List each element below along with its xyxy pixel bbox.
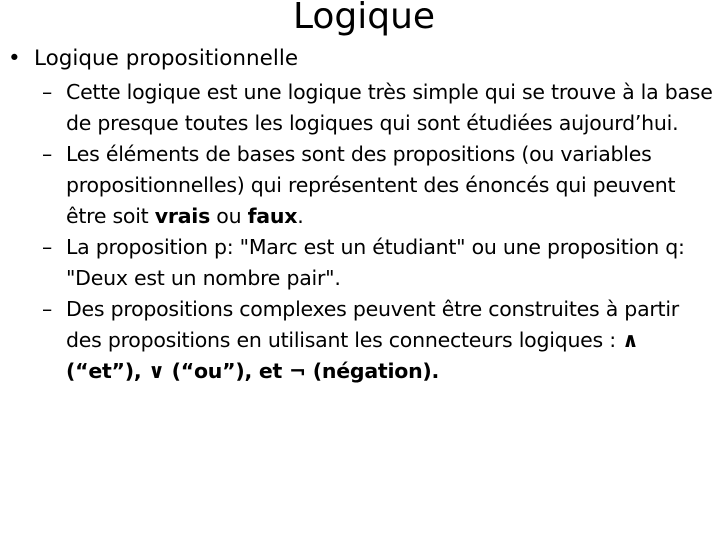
sub-item-text: . xyxy=(297,204,304,228)
bold-true-word: vrais xyxy=(154,204,211,228)
bold-false-word: faux xyxy=(247,204,298,228)
dash-marker: – xyxy=(42,142,52,166)
dash-marker: – xyxy=(42,80,52,104)
bullet-item xyxy=(8,43,718,75)
sub-item-definition xyxy=(8,77,718,139)
bullet-text: Logique propositionnelle xyxy=(34,46,299,71)
sub-item-text: Des propositions complexes peuvent être construites à partir des propositions en utilisant les connecteurs logiques : xyxy=(66,297,679,352)
dash-marker: – xyxy=(42,235,52,259)
bullet-marker: • xyxy=(8,46,21,71)
sub-item-elements xyxy=(8,139,718,232)
bold-connectors: ∧ (“et”), ∨ (“ou”), et ¬ (négation). xyxy=(66,328,639,383)
sub-item-text: ou xyxy=(210,204,248,228)
sub-item-example xyxy=(8,232,718,294)
sub-item-connectors xyxy=(8,294,718,387)
slide-title: Logique xyxy=(292,0,436,37)
sub-item-text: Cette logique est une logique très simple qui se trouve à la base de presque toutes les logiques qui sont étudiées aujourd’hui. xyxy=(66,80,713,135)
dash-marker: – xyxy=(42,297,52,321)
sub-item-text: Les éléments de bases sont des propositions (ou variables propositionnelles) qui représentent des énoncés qui peuvent être soit xyxy=(66,142,676,228)
sub-item-text: La proposition p: "Marc est un étudiant" ou une proposition q: "Deux est un nombre pair". xyxy=(66,235,685,290)
slide-content xyxy=(8,43,718,387)
